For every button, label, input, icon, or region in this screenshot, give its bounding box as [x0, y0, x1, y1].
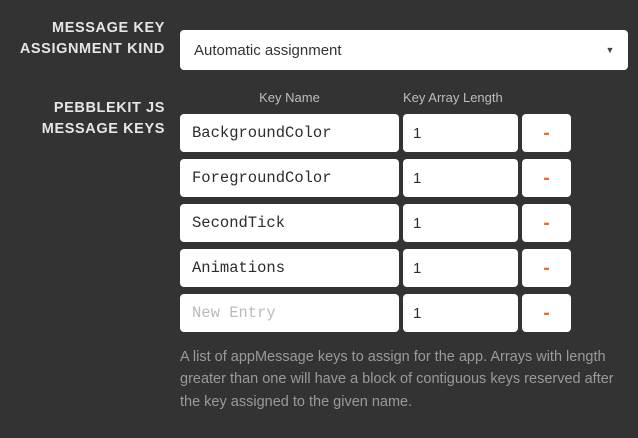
remove-key-button[interactable]: -	[522, 114, 571, 152]
message-key-assignment-kind-label	[0, 18, 165, 60]
message-keys-table	[180, 90, 628, 413]
key-array-length-input[interactable]	[403, 204, 518, 242]
table-row	[180, 114, 628, 152]
remove-key-button[interactable]: -	[522, 294, 571, 332]
key-name-input[interactable]	[180, 249, 399, 287]
key-array-length-input[interactable]	[403, 159, 518, 197]
message-keys-help-text: A list of appMessage keys to assign for the app. Arrays with length greater than one will have a block of contiguous keys reserved after the key assigned to the given name.	[180, 349, 614, 410]
key-array-length-input[interactable]	[403, 294, 518, 332]
remove-key-button[interactable]: -	[522, 159, 571, 197]
key-name-input[interactable]	[180, 204, 399, 242]
key-array-length-input[interactable]	[403, 249, 518, 287]
new-key-name-input[interactable]	[180, 294, 399, 332]
table-row	[180, 249, 628, 287]
key-name-input[interactable]	[180, 159, 399, 197]
message-key-assignment-kind-label-line2: ASSIGNMENT KIND	[19, 41, 165, 58]
message-key-assignment-kind-label-line1: MESSAGE KEY	[52, 20, 165, 36]
table-row	[180, 159, 628, 197]
message-key-assignment-kind-row	[0, 18, 638, 78]
pebblekit-js-message-keys-label	[0, 98, 165, 140]
remove-key-button[interactable]: -	[522, 249, 571, 287]
table-row	[180, 204, 628, 242]
message-key-assignment-kind-select[interactable]	[180, 30, 628, 70]
column-header-key-name: Key Name	[259, 90, 320, 105]
chevron-down-icon: ▼	[605, 44, 615, 55]
column-header-key-array-length: Key Array Length	[403, 90, 503, 105]
key-name-input[interactable]	[180, 114, 399, 152]
message-keys-column-headers	[180, 90, 628, 110]
pebblekit-js-message-keys-label-line2: MESSAGE KEYS	[41, 121, 165, 138]
message-key-assignment-kind-value: Automatic assignment	[194, 41, 342, 59]
pebblekit-js-message-keys-label-line1: PEBBLEKIT JS	[53, 100, 165, 116]
table-row	[180, 294, 628, 332]
key-array-length-input[interactable]	[403, 114, 518, 152]
remove-key-button[interactable]: -	[522, 204, 571, 242]
